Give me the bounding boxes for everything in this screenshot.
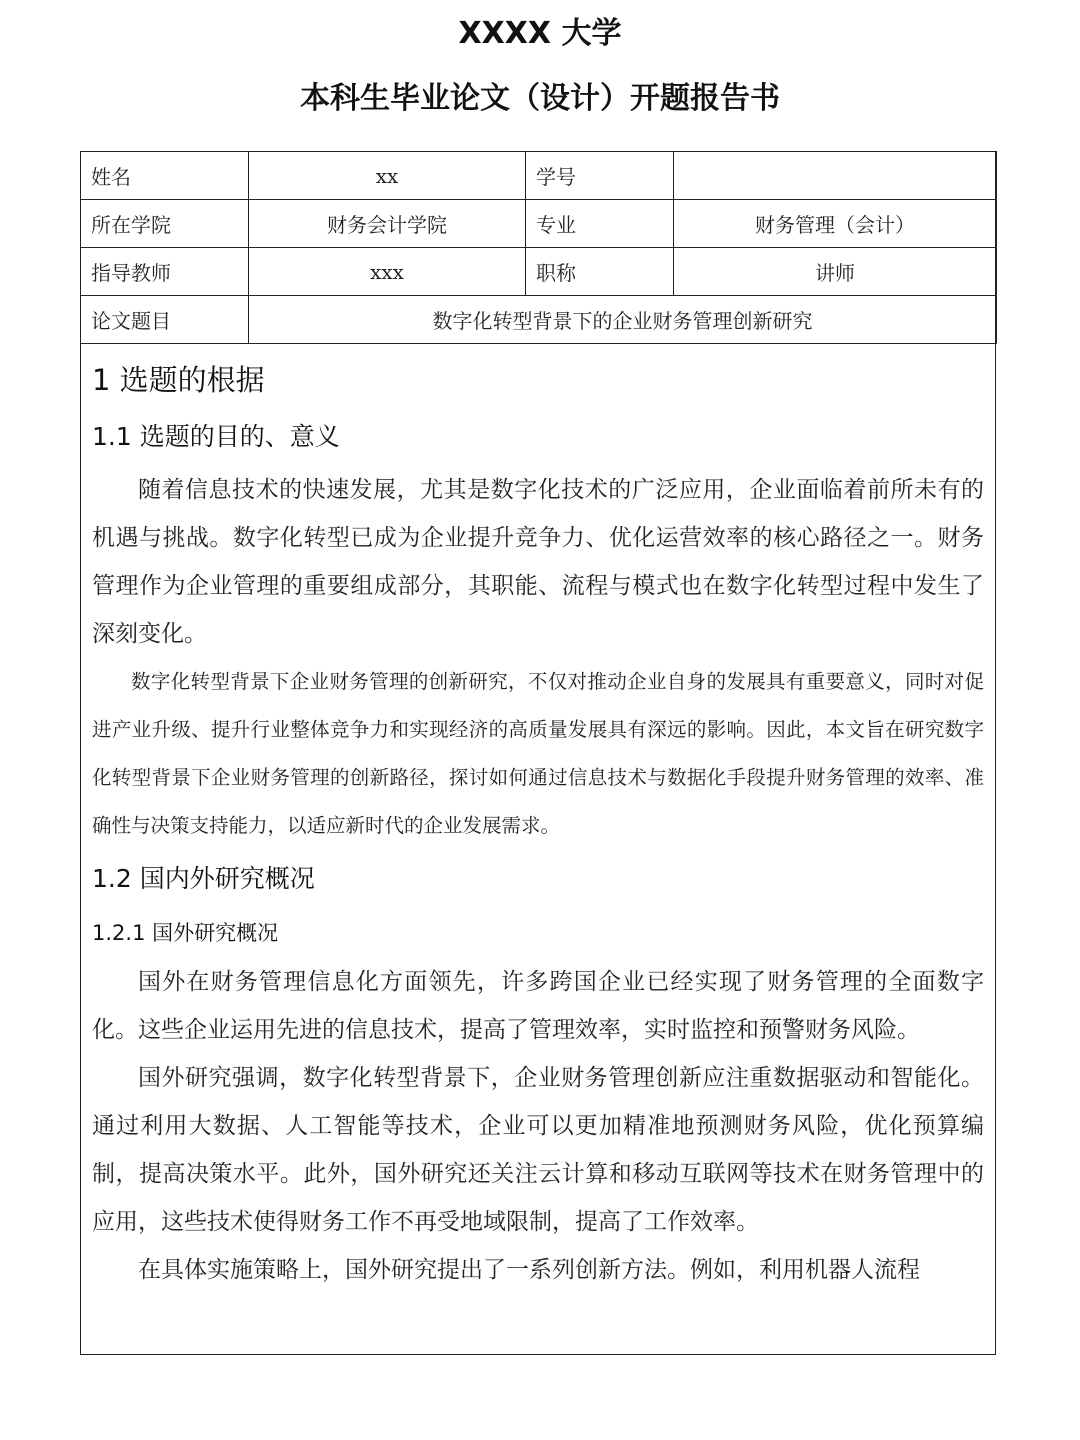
report-title: 本科生毕业论文（设计）开题报告书 bbox=[300, 81, 780, 116]
title-rank-label: 职称 bbox=[526, 248, 674, 296]
title-rank-value: 讲师 bbox=[674, 248, 997, 296]
section-heading-1: 1 选题的根据 bbox=[92, 363, 265, 397]
section-heading-1-2-1: 1.2.1 国外研究概况 bbox=[92, 921, 279, 945]
table-row bbox=[81, 248, 997, 296]
student-id-value bbox=[674, 152, 997, 200]
paragraph-4: 国外研究强调，数字化转型背景下，企业财务管理创新应注重数据驱动和智能化。通过利用大数据、人工智能等技术，企业可以更加精准地预测财务风险，优化预算编制，提高决策水平。此外，国外研究还关注云计算和移动互联网等技术在财务管理中的应用，这些技术使得财务工作不再受地域限制，提高了工作效率。 bbox=[92, 1065, 984, 1235]
name-value: xx bbox=[249, 152, 526, 200]
report-content bbox=[92, 352, 984, 1352]
paragraph-3: 国外在财务管理信息化方面领先，许多跨国企业已经实现了财务管理的全面数字化。这些企业运用先进的信息技术，提高了管理效率，实时监控和预警财务风险。 bbox=[92, 969, 984, 1043]
table-row bbox=[81, 200, 997, 248]
thesis-title-value: 数字化转型背景下的企业财务管理创新研究 bbox=[249, 296, 997, 344]
section-heading-1-2: 1.2 国内外研究概况 bbox=[92, 864, 315, 893]
major-label: 专业 bbox=[526, 200, 674, 248]
name-label: 姓名 bbox=[81, 152, 249, 200]
paragraph-2: 数字化转型背景下企业财务管理的创新研究，不仅对推动企业自身的发展具有重要意义，同时对促进产业升级、提升行业整体竞争力和实现经济的高质量发展具有深远的影响。因此，本文旨在研究数字化转型背景下企业财务管理的创新路径，探讨如何通过信息技术与数据化手段提升财务管理的效率、准确性与决策支持能力，以适应新时代的企业发展需求。 bbox=[92, 670, 984, 837]
college-label: 所在学院 bbox=[81, 200, 249, 248]
advisor-label: 指导教师 bbox=[81, 248, 249, 296]
university-title: XXXX 大学 bbox=[458, 16, 622, 51]
info-table bbox=[80, 151, 997, 344]
table-row bbox=[81, 296, 997, 344]
student-id-label: 学号 bbox=[526, 152, 674, 200]
thesis-label: 论文题目 bbox=[81, 296, 249, 344]
major-value: 财务管理（会计） bbox=[674, 200, 997, 248]
paragraph-1: 随着信息技术的快速发展，尤其是数字化技术的广泛应用，企业面临着前所未有的机遇与挑战。数字化转型已成为企业提升竞争力、优化运营效率的核心路径之一。财务管理作为企业管理的重要组成部分，其职能、流程与模式也在数字化转型过程中发生了深刻变化。 bbox=[92, 477, 984, 647]
college-value: 财务会计学院 bbox=[249, 200, 526, 248]
table-row bbox=[81, 152, 997, 200]
section-heading-1-1: 1.1 选题的目的、意义 bbox=[92, 422, 340, 451]
paragraph-5: 在具体实施策略上，国外研究提出了一系列创新方法。例如，利用机器人流程 bbox=[138, 1257, 920, 1283]
advisor-value: xxx bbox=[249, 248, 526, 296]
